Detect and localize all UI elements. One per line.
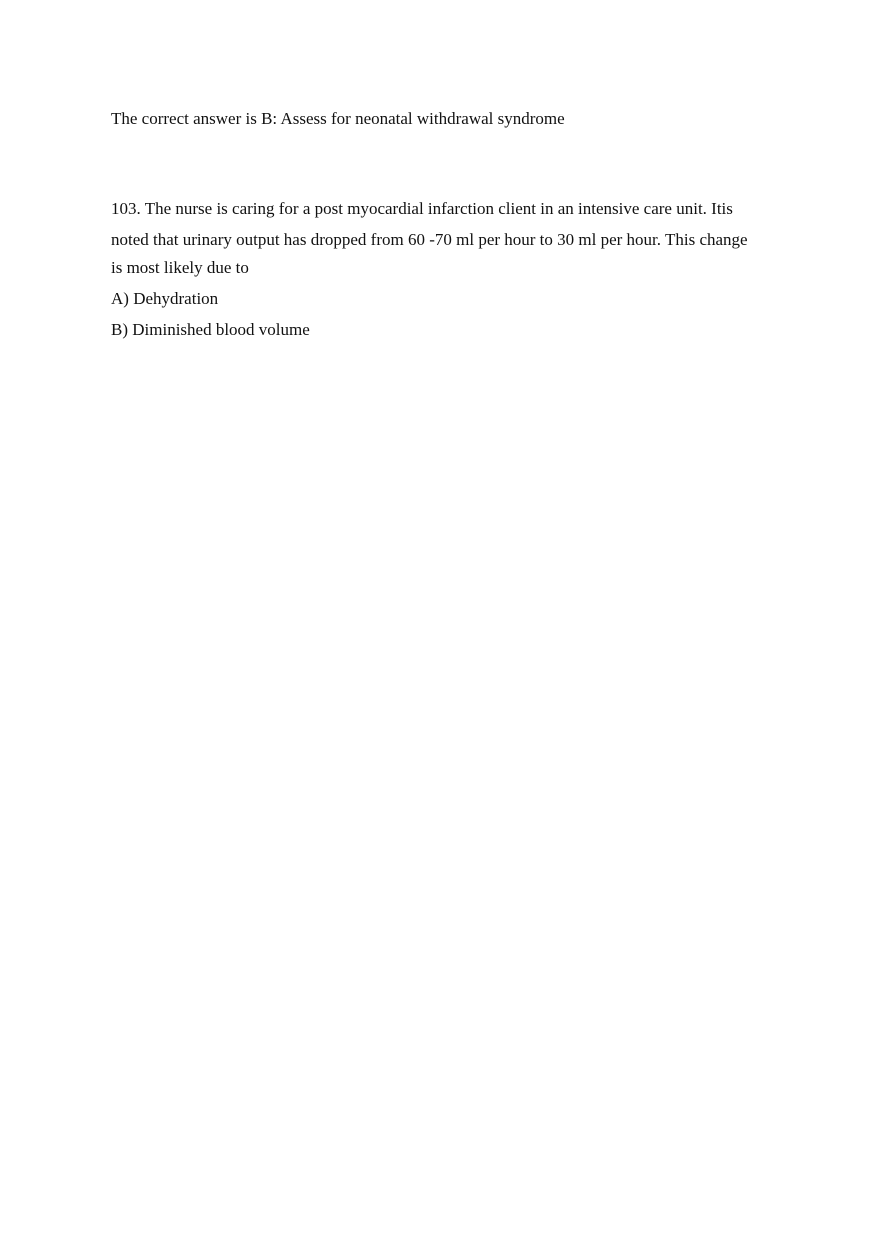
option-b: B) Diminished blood volume bbox=[111, 320, 310, 339]
option-a: A) Dehydration bbox=[111, 289, 219, 308]
previous-answer-text: The correct answer is B: Assess for neonatal withdrawal syndrome bbox=[111, 109, 565, 128]
question-text-line-2: noted that urinary output has dropped from 60 -70 ml per hour to 30 ml per hour. This change bbox=[111, 230, 748, 249]
question-text-line-3: is most likely due to bbox=[111, 258, 249, 277]
question-text-line-1: 103. The nurse is caring for a post myocardial infarction client in an intensive care unit. Itis bbox=[111, 199, 733, 218]
